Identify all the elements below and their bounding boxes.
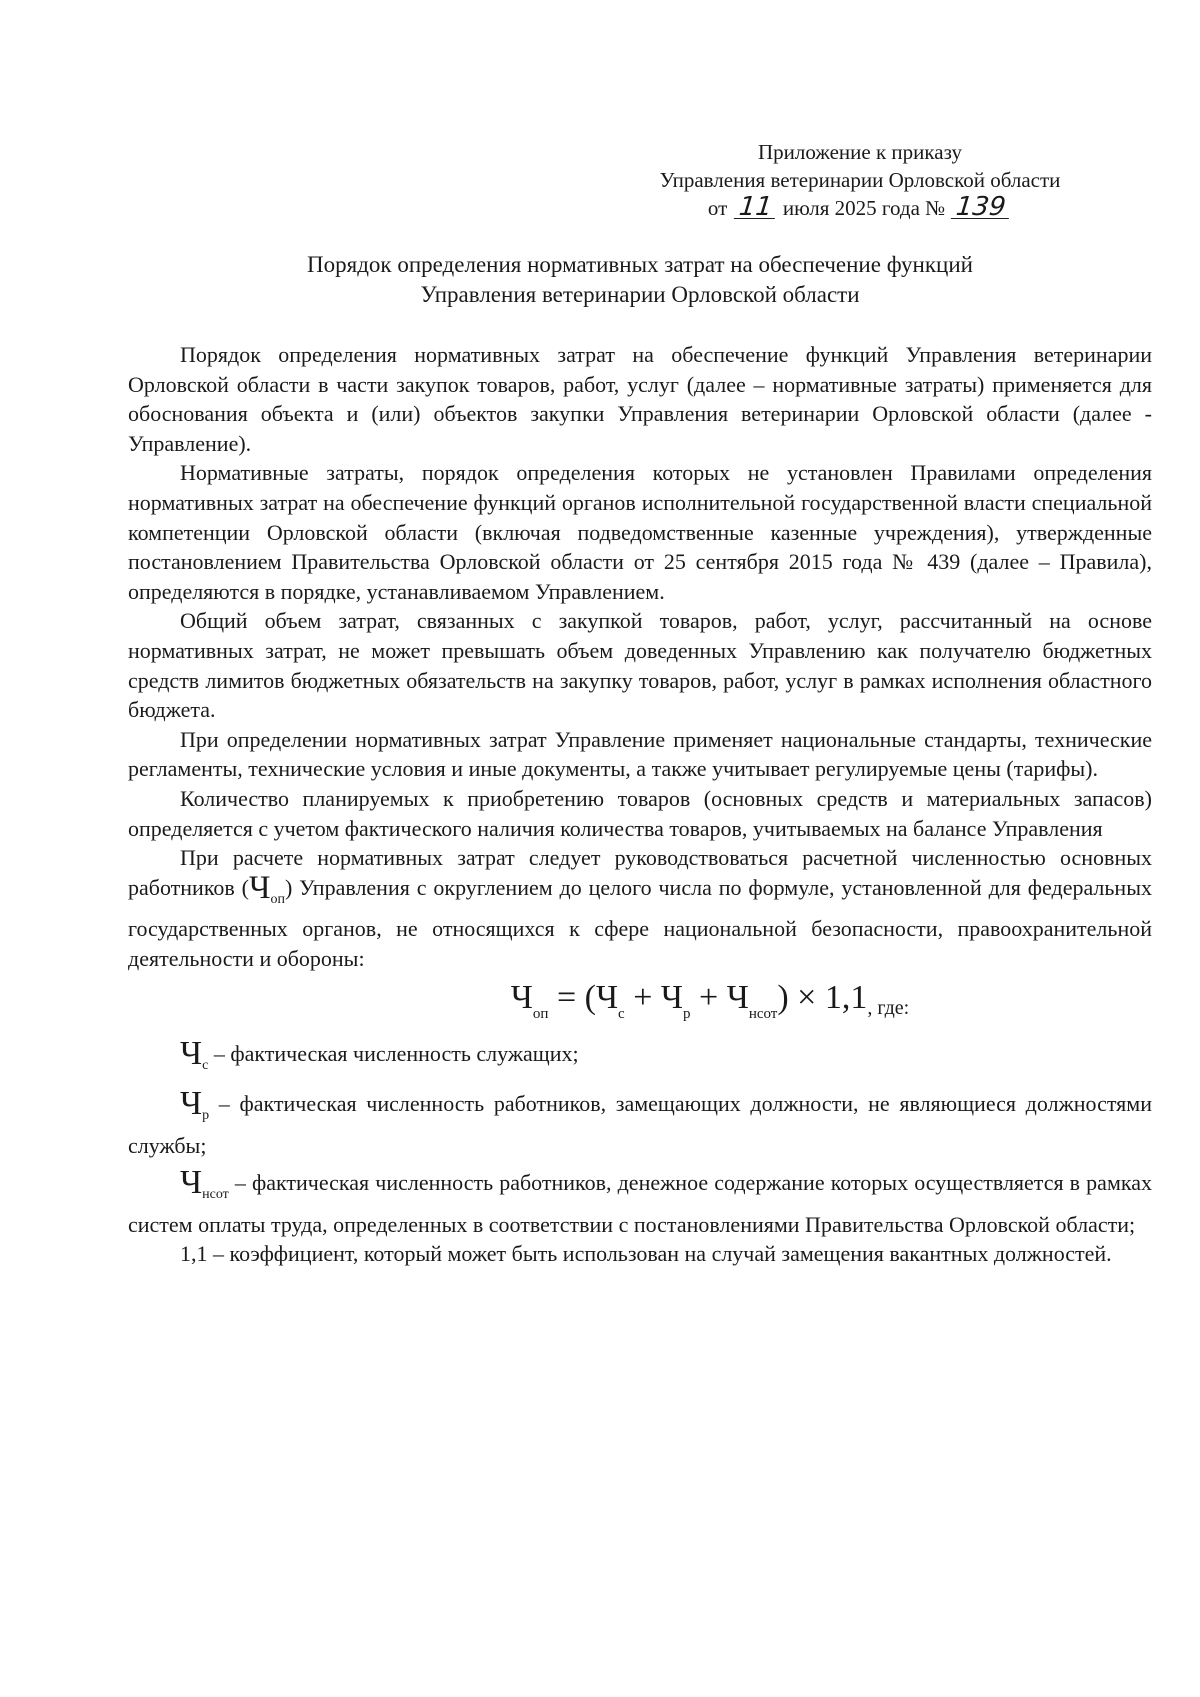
formula-sub-nsot: нсот <box>748 1006 778 1023</box>
formula-plus-1: + <box>624 979 661 1017</box>
formula-sub-c: с <box>618 1006 625 1023</box>
formula-ch-r: Ч <box>660 979 684 1017</box>
paragraph-standards: При определении нормативных затрат Управление применяет национальные стандарты, технические регламенты, технические условия и иные документы, а также учитывает регулируемые цены (тарифы). <box>128 726 1152 782</box>
appendix-header <box>600 138 1120 222</box>
def-subscript-r: р <box>202 1108 210 1124</box>
formula-close-times: ) × 1,1 <box>777 979 868 1017</box>
formula-ch-op: Ч <box>510 979 533 1017</box>
paragraph-coefficient: 1,1 – коэффициент, который может быть использован на случай замещения вакантных должностей. <box>180 1241 1112 1267</box>
date-middle: июля 2025 года № <box>782 196 946 220</box>
def-text-nsot: – фактическая численность работников, денежное содержание которых осуществляется в рамках систем оплаты труда, определенных в соответствии с постановлениями Правительства Орловской области; <box>128 1170 1152 1237</box>
paragraph-rules: Нормативные затраты, порядок определения которых не установлен Правилами определения нормативных затрат на обеспечение функций органов исполнительной государственной власти специальной компетенции Орловской области (включая подведомственные казенные учреждения), утвержденные постановлением Правительства Орловской области от 25 сентября 2015 года № 439 (далее – Правила), определяются в порядке, устанавливаемом Управлением. <box>128 460 1152 604</box>
formula-plus-2: + <box>690 979 727 1017</box>
formula-sub-op: оп <box>532 1006 549 1023</box>
formula-eq-open: = ( <box>548 979 596 1017</box>
paragraph-quantity: Количество планируемых к приобретению товаров (основных средств и материальных запасов) определяется с учетом фактического наличия количества товаров, учитываемых на балансе Управления <box>128 785 1152 841</box>
paragraph-limits: Общий объем затрат, связанных с закупкой товаров, работ, услуг, рассчитанный на основе нормативных затрат, не может превышать объем доведенных Управлению как получателю бюджетных средств лимитов бюджетных обязательств на закупку товаров, работ, услуг в рамках исполнения областного бюджета. <box>128 608 1152 723</box>
headcount-formula <box>128 973 1152 1039</box>
def-subscript-c: с <box>202 1058 209 1074</box>
formula-sub-r: р <box>683 1006 691 1023</box>
formula-where: , где: <box>867 997 910 1020</box>
headcount-text-2: ) Управления с округлением до целого числа по формуле, установленной для федеральных государственных органов, не относящихся к сфере национальной безопасности, правоохранительной деятельности и обороны: <box>128 874 1152 971</box>
handwritten-order-number: 139 <box>951 196 1011 219</box>
definition-ch-r <box>128 1085 1152 1160</box>
def-text-r: – фактическая численность работников, замещающих должности, не являющиеся должностями службы; <box>128 1091 1152 1158</box>
date-prefix: от <box>707 196 728 220</box>
document-title <box>120 250 1160 310</box>
appendix-line-2: Управления ветеринарии Орловской области <box>659 168 1061 192</box>
formula-ch-nsot: Ч <box>726 979 749 1017</box>
paragraph-headcount <box>128 843 1152 973</box>
title-line-1: Порядок определения нормативных затрат на обеспечение функций <box>307 252 973 277</box>
document-body <box>128 340 1152 1269</box>
symbol-ch: Ч <box>249 869 271 906</box>
subscript-op: оп <box>270 891 285 907</box>
definition-ch-c <box>128 1035 1152 1081</box>
appendix-line-1: Приложение к приказу <box>758 140 962 164</box>
appendix-line-3 <box>600 194 1120 222</box>
def-symbol-c: Ч <box>180 1035 203 1073</box>
paragraph-purpose: Порядок определения нормативных затрат на обеспечение функций Управления ветеринарии Орловской области в части закупок товаров, работ, услуг (далее – нормативные затраты) применяется для обоснования объекта и (или) объектов закупки Управления ветеринарии Орловской области (далее - Управление). <box>128 342 1152 456</box>
formula-ch-c: Ч <box>595 979 619 1017</box>
def-text-c: – фактическая численность служащих; <box>208 1041 579 1067</box>
def-symbol-nsot: Ч <box>180 1164 203 1202</box>
definition-ch-nsot <box>128 1164 1152 1239</box>
handwritten-day: 11 <box>733 196 777 219</box>
title-line-2: Управления ветеринарии Орловской области <box>420 282 860 307</box>
def-symbol-r: Ч <box>180 1085 203 1123</box>
headcount-text-1: При расчете нормативных затрат следует руководствоваться расчетной численностью основных работников ( <box>128 845 1152 900</box>
def-subscript-nsot: нсот <box>202 1187 229 1203</box>
